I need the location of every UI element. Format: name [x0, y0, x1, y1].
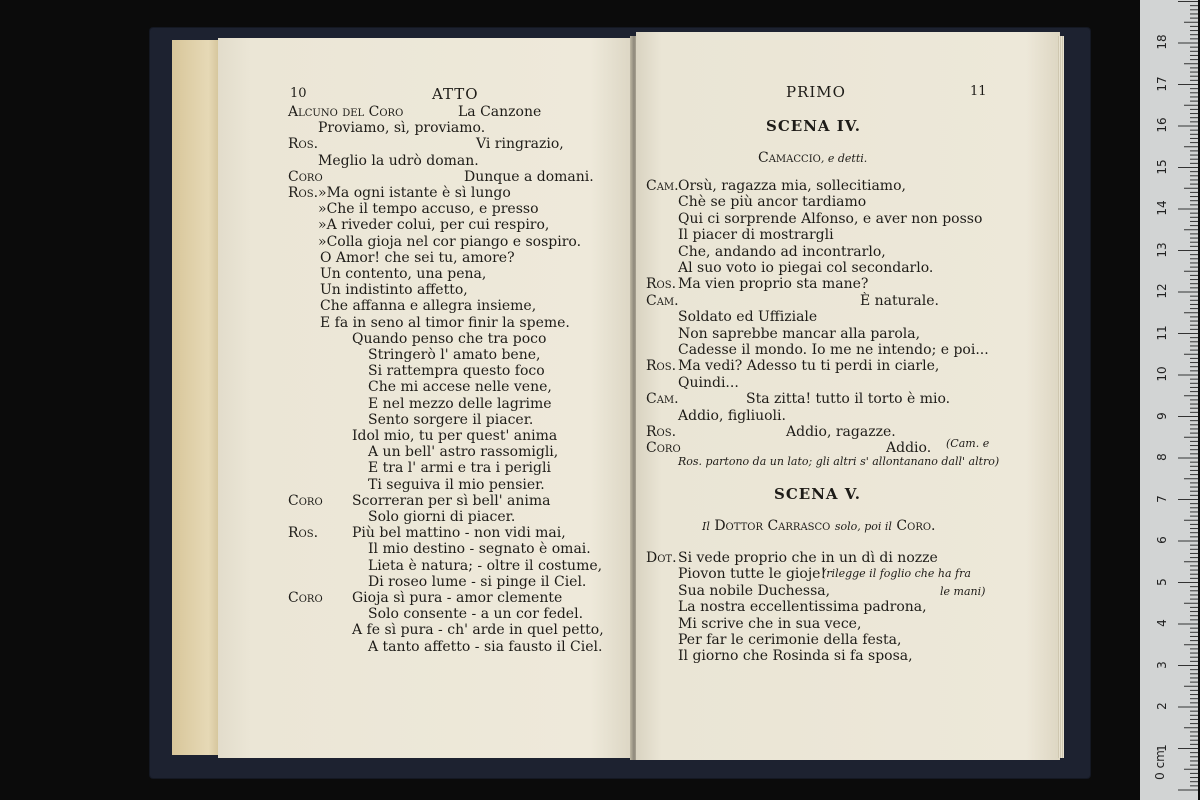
speaker-label: Coro [646, 440, 681, 457]
verse-line: Non saprebbe mancar alla parola, [678, 325, 921, 342]
verse-line: Scorreran per sì bell' anima [352, 492, 551, 509]
verse-line: E tra l' armi e tra i perigli [368, 460, 551, 477]
right-page [636, 32, 1060, 760]
ruler-number: 7 [1155, 494, 1169, 503]
verse-line: E fa in seno al timor finir la speme. [320, 314, 570, 331]
speaker-label: Cam. [646, 178, 679, 194]
verse-line: Piovon tutte le gioje! [678, 566, 827, 583]
ruler-number: 8 [1155, 453, 1169, 461]
verse-line: Ti seguiva il mio pensier. [368, 476, 545, 493]
verse-line: A un bell' astro rassomigli, [368, 444, 559, 461]
verse-line: »Che il tempo accuso, e presso [318, 201, 539, 218]
verse-line: Qui ci sorprende Alfonso, e aver non posso [678, 210, 983, 227]
verse-line: Solo giorni di piacer. [368, 509, 516, 525]
ruler-number: 15 [1155, 158, 1169, 175]
speaker-label: Coro [288, 492, 323, 509]
verse-line: Ma vedi? Adesso tu ti perdi in ciarle, [678, 358, 940, 375]
ruler-number: 1 [1155, 743, 1169, 752]
verse-line: »Colla gioja nel cor piango e sospiro. [318, 233, 582, 250]
cast-name: Dottor Carrasco [714, 518, 831, 534]
verse-line: E nel mezzo delle lagrime [368, 395, 552, 412]
verse-line: Il piacer di mostrargli [678, 227, 834, 244]
stage-direction: (Cam. e [946, 437, 990, 450]
verse-line: Addio. [886, 440, 932, 457]
verse-line: O Amor! che sei tu, amore? [320, 249, 515, 266]
verse-line: »A riveder colui, per cui respiro, [318, 217, 550, 234]
ruler-number: 3 [1155, 660, 1169, 669]
flyleaf-edge [172, 40, 224, 755]
speaker-label: Cam. [646, 292, 679, 309]
verse-line: Un indistinto affetto, [320, 282, 468, 299]
speaker-label: Alcuno del Coro [288, 104, 404, 120]
ruler-number: 10 [1155, 366, 1169, 382]
page-edges [1058, 36, 1064, 758]
verse-line: Sua nobile Duchessa, [678, 582, 831, 599]
speaker-label: Ros. [288, 525, 319, 542]
speaker-label: Coro [288, 590, 323, 606]
verse-line: Addio, ragazze. [786, 424, 896, 440]
ruler-number: 5 [1155, 577, 1169, 586]
verse-line: »Ma ogni istante è sì lungo [318, 185, 511, 201]
verse-line: Di roseo lume - si pinge il Ciel. [368, 573, 587, 590]
ruler-number: 17 [1155, 75, 1169, 92]
verse-line: Gioja sì pura - amor clemente [352, 590, 563, 606]
verse-line: È naturale. [860, 292, 939, 309]
verse-line: La nostra eccellentissima padrona, [678, 599, 927, 616]
running-header: ATTO [432, 85, 479, 103]
verse-line: Meglio la udrò doman. [318, 152, 479, 169]
speaker-label: Cam. [646, 391, 679, 408]
verse-line: Mi scrive che in sua vece, [678, 615, 862, 632]
stage-direction: Ros. partono da un lato; gli altri s' allontanano dall' altro) [678, 455, 1000, 468]
ruler-number: 16 [1155, 117, 1169, 133]
verse-line: Che affanna e allegra insieme, [320, 298, 537, 315]
verse-line: Stringerò l' amato bene, [368, 347, 541, 363]
stage-direction: (rilegge il foglio che ha fra [822, 567, 971, 580]
ruler-ticks [1140, 0, 1198, 800]
speaker-label: Coro [288, 168, 323, 185]
verse-line: Quindi... [678, 374, 739, 391]
page-number: 10 [290, 86, 307, 101]
scene-cast [758, 150, 867, 167]
cast-rest: solo, poi il [834, 520, 892, 533]
verse-line: Quando penso che tra poco [352, 330, 547, 347]
scene-heading: SCENA IV. [766, 117, 862, 135]
speaker-label: Ros. [288, 136, 319, 153]
speaker-label: Ros. [646, 424, 677, 440]
verse-line: A tanto affetto - sia fausto il Ciel. [368, 638, 603, 655]
verse-line: Un contento, una pena, [320, 266, 487, 282]
page-number: 11 [970, 84, 987, 99]
verse-line: Dunque a domani. [464, 168, 594, 185]
ruler-number: 12 [1155, 283, 1169, 299]
verse-line: Il giorno che Rosinda si fa sposa, [678, 648, 913, 665]
ruler-number: 4 [1155, 619, 1169, 627]
verse-line: Solo consente - a un cor fedel. [368, 606, 584, 623]
verse-line: Che, andando ad incontrarlo, [678, 243, 886, 260]
verse-line: Si vede proprio che in un dì di nozze [678, 550, 938, 566]
verse-line: Per far le cerimonie della festa, [678, 632, 902, 648]
speaker-label: Ros. [646, 276, 677, 293]
speaker-label: Ros. [288, 185, 319, 201]
ruler-unit-label: 0 cm [1153, 750, 1167, 780]
ruler-number: 9 [1155, 411, 1169, 420]
cast-name: Coro. [896, 518, 936, 534]
stage-direction: le mani) [940, 585, 986, 598]
speaker-label: Ros. [646, 358, 677, 375]
verse-line: Idol mio, tu per quest' anima [352, 428, 558, 444]
ruler-number: 6 [1155, 536, 1169, 544]
ruler-number: 2 [1155, 702, 1169, 710]
verse-line: La Canzone [458, 104, 542, 120]
verse-line: Sta zitta! tutto il torto è mio. [746, 391, 951, 408]
running-header: PRIMO [786, 83, 846, 101]
left-page [218, 38, 632, 758]
speaker-label: Dot. [646, 550, 677, 566]
verse-line: Proviamo, sì, proviamo. [318, 120, 486, 137]
verse-line: Addio, figliuoli. [678, 407, 786, 424]
verse-line: A fe sì pura - ch' arde in quel petto, [352, 622, 604, 639]
verse-line: Orsù, ragazza mia, sollecitiamo, [678, 178, 906, 194]
verse-line: Lieta è natura; - oltre il costume, [368, 557, 603, 574]
verse-line: Ma vien proprio sta mane? [678, 276, 869, 293]
verse-line: Vi ringrazio, [476, 136, 564, 153]
scene-cast [702, 518, 936, 535]
measuring-ruler [1140, 0, 1198, 800]
verse-line: Cadesse il mondo. Io me ne intendo; e poi... [678, 342, 989, 358]
verse-line: Il mio destino - segnato è omai. [368, 541, 591, 558]
verse-line: Soldato ed Uffiziale [678, 309, 818, 326]
ruler-number: 13 [1155, 241, 1169, 258]
verse-line: Si rattempra questo foco [368, 363, 545, 380]
scene-heading: SCENA V. [774, 485, 862, 503]
verse-line: Che mi accese nelle vene, [368, 379, 552, 396]
ruler-number: 14 [1155, 200, 1169, 216]
ruler-number: 18 [1155, 34, 1169, 50]
cast-name: Camaccio [758, 150, 821, 166]
verse-line: Più bel mattino - non vidi mai, [352, 525, 566, 542]
verse-line: Sento sorgere il piacer. [368, 411, 534, 428]
verse-line: Al suo voto io piegai col secondarlo. [678, 260, 934, 276]
cast-article: Il [702, 520, 710, 533]
cast-rest: , e detti. [820, 152, 868, 165]
ruler-number: 11 [1155, 324, 1169, 341]
verse-line: Chè se più ancor tardiamo [678, 194, 867, 211]
